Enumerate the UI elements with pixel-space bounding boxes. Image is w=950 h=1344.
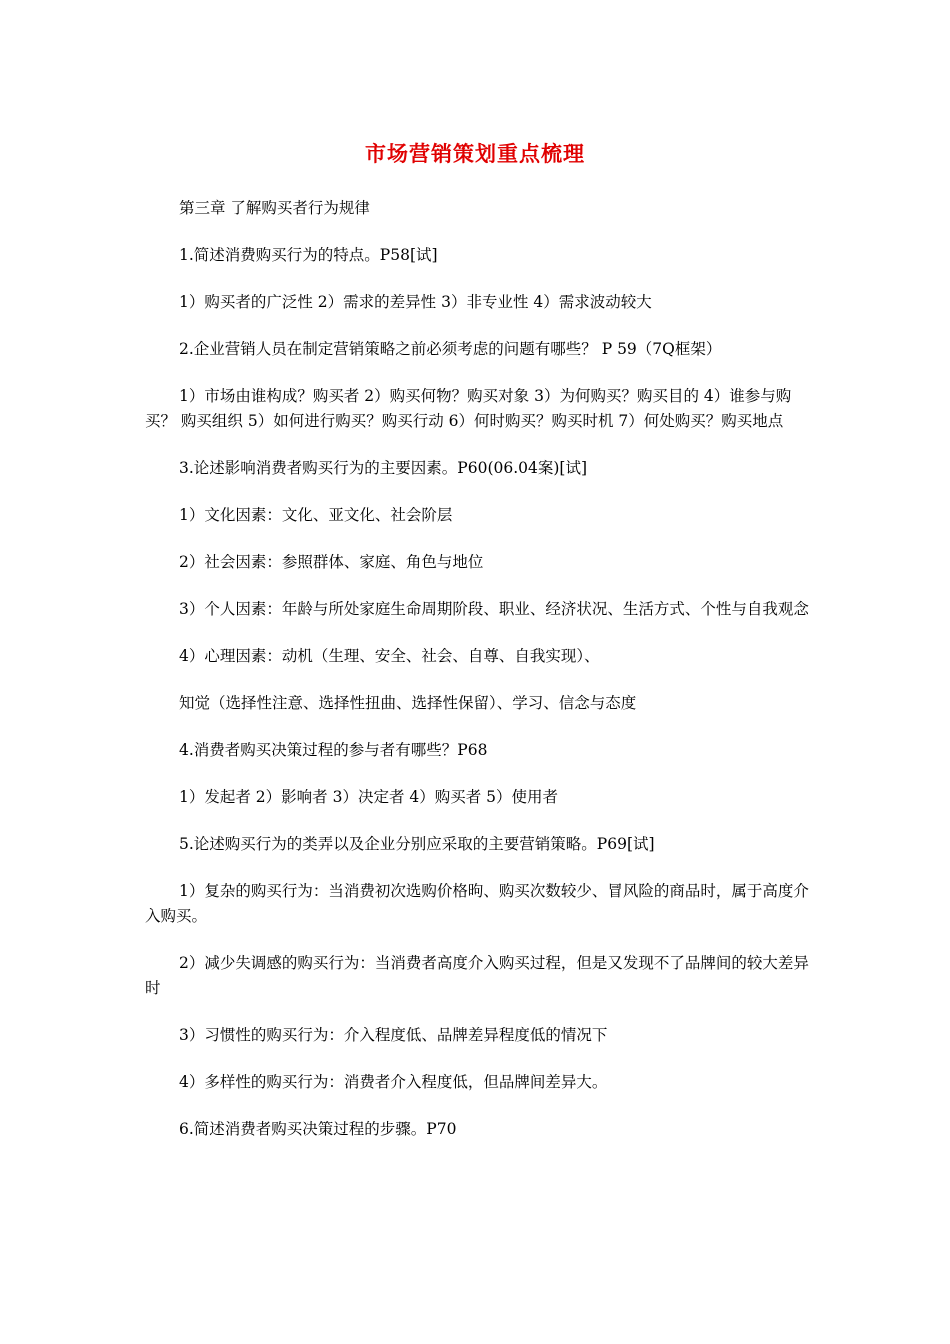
answer-3-item-4: 4）心理因素：动机（生理、安全、社会、自尊、自我实现）、 xyxy=(179,647,600,665)
answer-1: 1）购买者的广泛性 2）需求的差异性 3）非专业性 4）需求波动较大 xyxy=(179,293,652,311)
answer-3-item-1: 1）文化因素：文化、亚文化、社会阶层 xyxy=(179,506,453,524)
answer-3-item-4-cont: 知觉（选择性注意、选择性扭曲、选择性保留）、学习、信念与态度 xyxy=(179,694,637,712)
question-4: 4.消费者购买决策过程的参与者有哪些？P68 xyxy=(179,741,488,759)
answer-5-item-3: 3）习惯性的购买行为：介入程度低、品牌差异程度低的情况下 xyxy=(179,1026,608,1044)
answer-3-item-2: 2）社会因素：参照群体、家庭、角色与地位 xyxy=(179,553,484,571)
answer-5-item-2: 2）减少失调感的购买行为：当消费者高度介入购买过程，但是又发现不了品牌间的较大差异时 xyxy=(145,954,809,997)
document-title: 市场营销策划重点梳理 xyxy=(365,142,585,166)
chapter-heading: 第三章 了解购买者行为规律 xyxy=(179,199,370,217)
question-5: 5.论述购买行为的类弄以及企业分别应采取的主要营销策略。P69[试] xyxy=(179,835,655,853)
answer-2: 1）市场由谁构成？购买者 2）购买何物？购买对象 3）为何购买？购买目的 4）谁参与购买？ 购买组织 5）如何进行购买？购买行动 6）何时购买？购买时机 7）何处购买？购买地点 xyxy=(145,387,792,430)
question-6: 6.简述消费者购买决策过程的步骤。P70 xyxy=(179,1120,457,1138)
document-body xyxy=(145,196,809,1164)
answer-5-item-1: 1）复杂的购买行为：当消费初次选购价格昫、购买次数较少、冒风险的商品时，属于高度介入购买。 xyxy=(145,882,809,925)
answer-4: 1）发起者 2）影响者 3）决定者 4）购买者 5）使用者 xyxy=(179,788,559,806)
answer-3-item-3: 3）个人因素：年龄与所处家庭生命周期阶段、职业、经济状况、生活方式、个性与自我观念 xyxy=(179,600,809,618)
question-2: 2.企业营销人员在制定营销策略之前必须考虑的问题有哪些？ P 59（7Q框架） xyxy=(179,340,722,358)
answer-5-item-4: 4）多样性的购买行为：消费者介入程度低，但品牌间差异大。 xyxy=(179,1073,608,1091)
question-3: 3.论述影响消费者购买行为的主要因素。P60(06.04案)[试] xyxy=(179,459,588,477)
question-1: 1.简述消费购买行为的特点。P58[试] xyxy=(179,246,438,264)
